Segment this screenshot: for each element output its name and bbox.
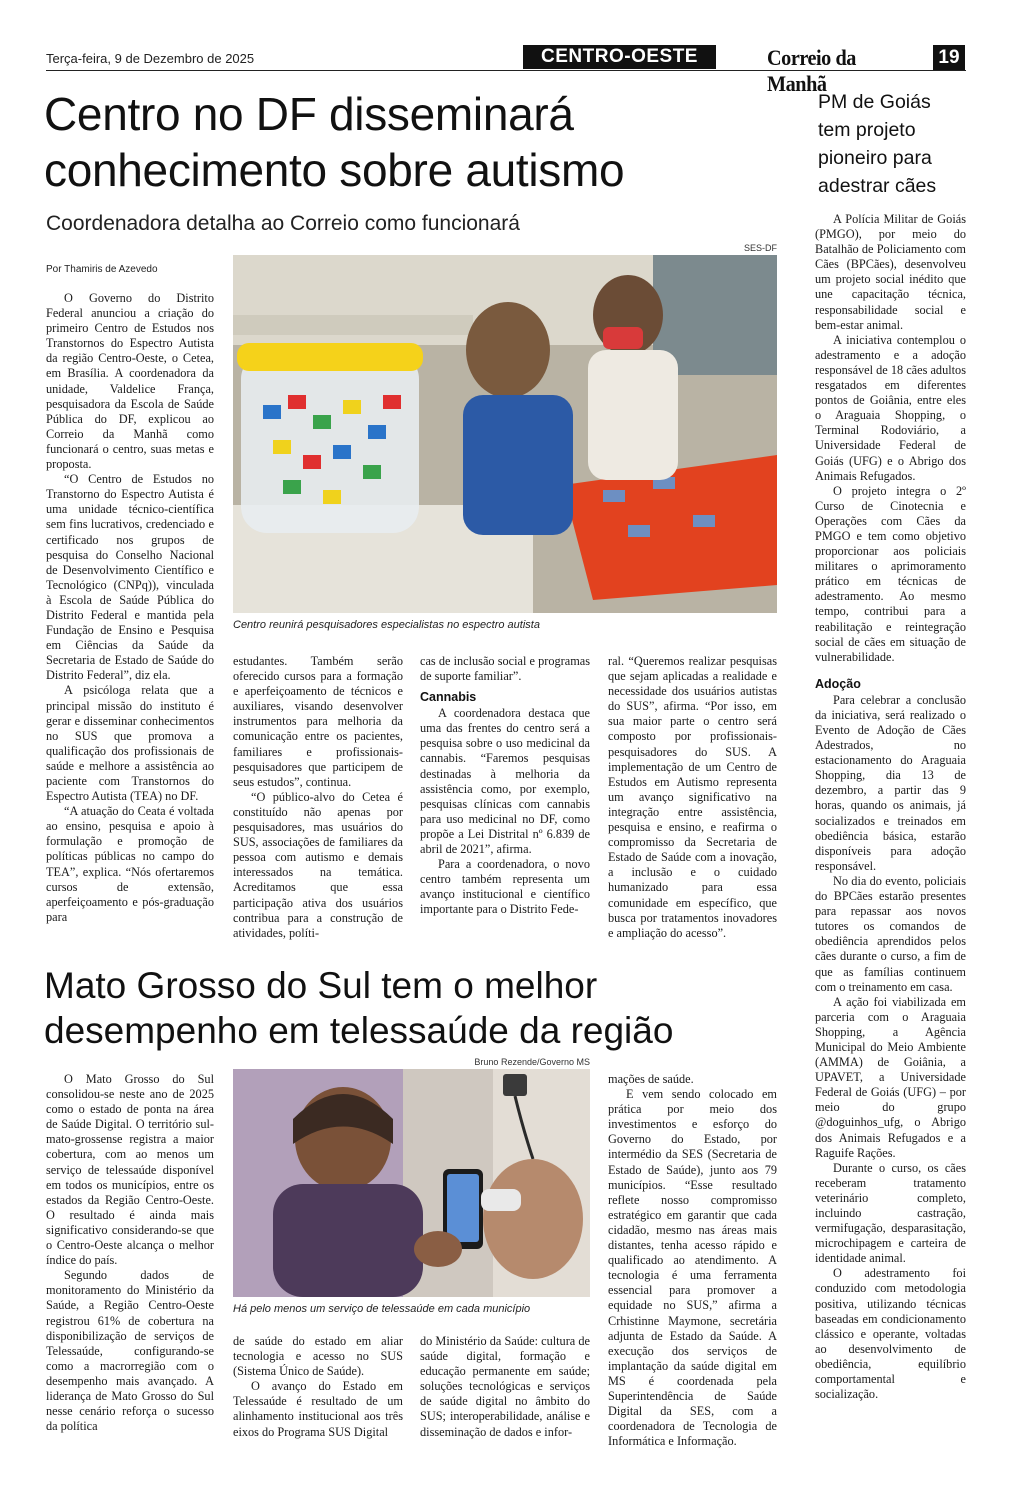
article1-paragraph: ral. “Queremos realizar pesquisas que sejam aplicadas a realidade e necessidade dos usuários autistas do SUS”, afirma. “Por isso, em sua maior parte o centro será composto por profissionais-pesquisadores do SUS. A implementação de um Centro de Estudos em Autismo representa um avanço significativo na integração entre assistência, pesquisa e ensino, e reafirma o compromisso da Secretaria de Estado de Saúde com a inovação, a inclusão e o cuidado humanizado para essa comunidade em específico, que busca por tratamentos inovadores e ampliação do acesso”. — [608, 654, 777, 940]
sidebar-paragraph: A iniciativa contemplou o adestramento e a adoção responsável de 18 cães adultos resgatados em diferentes pontos de Goiânia, entre eles o Araguaia Shopping, o Terminal Rodoviário, a Universidade Federal de Goiás (UFG) e o Abrigo dos Animais Refugados. — [815, 332, 966, 483]
article2-paragraph: de saúde do estado em aliar tecnologia e acesso no SUS (Sistema Único de Saúde). — [233, 1334, 403, 1379]
article1-paragraph: O Governo do Distrito Federal anunciou a criação do primeiro Centro de Estudos nos Transtornos do Espectro Autista da região Centro-Oeste, o Cetea, em Brasília. A coordenadora da unidade, Valdelice França, pesquisadora da Escola de Saúde Pública do DF, explicou ao Correio da Manhã como funcionará o centro, suas metas e proposta. — [46, 291, 214, 472]
article2-column-1 — [46, 1072, 214, 1434]
article1-headline-line1: Centro no DF disseminará — [44, 88, 574, 140]
sidebar-paragraph: Para celebrar a conclusão da iniciativa, será realizado o Evento de Adoção de Cães Adestrados, no estacionamento do Araguaia Shopping, dia 13 de dezembro, a partir das 9 horas, quando os animais, já socializados e treinados em obediência básica, estarão disponíveis para adoção responsável. — [815, 692, 966, 873]
sidebar-paragraph: Durante o curso, os cães receberam tratamento veterinário completo, incluindo castração, vermifugação, desparasitação, microchipagem e carteira de identidade animal. — [815, 1160, 966, 1266]
article2-paragraph: O Mato Grosso do Sul consolidou-se neste ano de 2025 como o estado de ponta na área de Saúde Digital. O território sul-mato-grossense registra a maior cobertura, com ao menos um serviço de telessaúde disponível em todos os municípios, entre os estados da Região Centro-Oeste. O resultado é ainda mais significativo considerando-se que o Centro-Oeste alcança o melhor índice do país. — [46, 1072, 214, 1268]
article1-column-4 — [608, 654, 777, 941]
cannabis-subheading: Cannabis — [420, 690, 477, 705]
page-number: 19 — [933, 45, 965, 71]
masthead: Correio da Manhã — [767, 45, 856, 96]
sidebar-paragraph: No dia do evento, policiais do BPCães estarão presentes para repassar aos novos tutores os comandos de obediência aprendidos pelos cães durante o curso, a fim de que as famílias continuem com o treinamento em casa. — [815, 873, 966, 994]
article1-headline — [44, 86, 804, 198]
edition-date: Terça-feira, 9 de Dezembro de 2025 — [46, 51, 255, 66]
header-rule — [46, 70, 966, 71]
article1-photo-credit: SES-DF — [743, 243, 777, 253]
article2-headline-line1: Mato Grosso do Sul tem o melhor — [44, 965, 598, 1006]
adocao-subheading: Adoção — [815, 676, 861, 691]
sidebar-paragraph: A Polícia Militar de Goiás (PMGO), por meio do Batalhão de Policiamento com Cães (BPCães), desenvolveu um projeto social inédito que une capacitação técnica, responsabilidade social e bem-estar animal. — [815, 212, 966, 332]
article2-column-3 — [420, 1334, 590, 1440]
article2-photo — [233, 1069, 590, 1297]
article2-paragraph: O avanço do Estado em Telessaúde é resultado de um alinhamento institucional aos três eixos do Programa SUS Digital — [233, 1379, 403, 1439]
sidebar-headline: PM de Goiás tem projeto pioneiro para adestrar cães — [818, 91, 937, 197]
article1-paragraph: A psicóloga relata que a principal missão do instituto é gerar e disseminar conhecimentos no SUS que promova a qualificação dos profissionais de saúde e melhore a assistência ao paciente com Transtornos do Espectro Autista (TEA) no DF. — [46, 683, 214, 804]
article2-paragraph: do Ministério da Saúde: cultura de saúde digital, formação e educação permanente em saúde; soluções tecnológicas e serviços de saúde digital no âmbito do SUS; interoperabilidade, análise e disseminação de dados e infor- — [420, 1334, 590, 1439]
article2-photo-credit: Bruno Rezende/Governo MS — [474, 1057, 590, 1067]
telehealth-exam-photo — [233, 1069, 590, 1297]
sidebar-paragraph: O adestramento foi conduzido com metodologia positiva, utilizando técnicas baseadas em condicionamento clássico e operante, voltadas ao desenvolvimento de obediência, equilíbrio comportamental e socialização. — [815, 1266, 966, 1402]
article2-photo-caption: Há pelo menos um serviço de telessaúde em cada município — [233, 1303, 531, 1315]
sidebar-column — [815, 212, 966, 1402]
sidebar-paragraph: O projeto integra o 2º Curso de Cinotecnia e Operações com Cães da PMGO e tem como objetivo proporcionar aos policiais militares o aprimoramento prático em técnicas de adestramento. Ao mesmo tempo, contribui para a reabilitação e reintegração social de cães em situação de vulnerabilidade. — [815, 483, 966, 664]
article1-subtitle: Coordenadora detalha ao Correio como funcionará — [46, 212, 520, 235]
children-playing-photo — [233, 255, 777, 613]
article2-column-4 — [608, 1072, 777, 1449]
article1-paragraph: “A atuação do Ceata é voltada ao ensino, pesquisa e apoio à formulação e promoção de políticas públicas no campo do TEA”, explica. “Nós ofertaremos cursos de extensão, aperfeiçoamento e pós-graduação para — [46, 804, 214, 924]
article2-column-2 — [233, 1334, 403, 1440]
article1-column-3 — [420, 654, 590, 918]
article2-paragraph: E vem sendo colocado em prática por meio dos investimentos e esforço do Governo do Estado, por intermédio da SES (Secretaria de Estado de Saúde), junto aos 79 municípios. “Esse resultado reflete nosso compromisso estratégico em garantir que cada cidadão, mesmo nas áreas mais distantes, tenha acesso rápido e qualificado ao atendimento. A tecnologia é uma ferramenta essencial para promover a equidade no SUS,” afirma a Crhistinne Maymone, secretária adjunta de Estado da Saúde. A execução dos serviços de implantação da saúde digital em MS é coordenada pela Superintendência de Saúde Digital da SES, com a coordenadora de Tecnologia de Informática e Informação. — [608, 1087, 777, 1449]
article2-headline-line2: desempenho em telessaúde da região — [44, 1010, 674, 1051]
article1-column-1 — [46, 291, 214, 925]
sidebar-paragraph: A ação foi viabilizada em parceria com o Araguaia Shopping, a Agência Municipal do Meio Ambiente (AMMA) de Goiânia, a UPAVET, a Universidade Federal de Goiás (UFG) – por meio do grupo @doguinhos_ufg, o Abrigo dos Animais Refugados e a Raguife Rações. — [815, 994, 966, 1160]
article2-paragraph: mações de saúde. — [608, 1072, 694, 1086]
article1-headline-line2: conhecimento sobre autismo — [44, 144, 625, 196]
article1-column-2 — [233, 654, 403, 941]
article1-paragraph: “O público-alvo do Cetea é constituído não apenas por pesquisadores, mas usuários do SUS, associações de familiares da pessoa com autismo e demais interessados na temática. Acreditamos que essa participação ativa dos usuários contribua para a construção de atividades, políti- — [233, 789, 403, 940]
article2-headline — [44, 963, 804, 1053]
article1-paragraph: estudantes. Também serão oferecido cursos para a formação e aperfeiçoamento de técnicos e auxiliares, visando desenvolver instrumentos para melhoria da comunicação entre os pacientes, familiares e profissionais-pesquisadores que participem de seus estudos”, continua. — [233, 654, 403, 789]
article2-paragraph: Segundo dados de monitoramento do Ministério da Saúde, a Região Centro-Oeste registrou 61% de cobertura na disponibilização de serviços de Telessaúde, configurando-se como a macrorregião com o desempenho mais avançado. A liderança de Mato Grosso do Sul nesse cenário reforça o sucesso da política — [46, 1268, 214, 1434]
article1-photo — [233, 255, 777, 613]
article1-paragraph: cas de inclusão social e programas de suporte familiar”. — [420, 654, 590, 684]
section-label: CENTRO-OESTE — [523, 45, 716, 69]
article1-paragraph: Para a coordenadora, o novo centro também representa um avanço institucional e científico importante para o Distrito Fede- — [420, 857, 590, 917]
article1-photo-caption: Centro reunirá pesquisadores especialistas no espectro autista — [233, 619, 540, 631]
article1-paragraph: A coordenadora destaca que uma das frentes do centro será a pesquisa sobre o uso medicinal da cannabis. “Faremos pesquisas destinadas à melhoria da assistência como, por exemplo, pesquisas clínicas com cannabis para uso medicinal no DF, como propõe a Lei Distrital nº 6.839 de abril de 2021”, afirma. — [420, 706, 590, 857]
article1-paragraph: “O Centro de Estudos no Transtorno do Espectro Autista é uma unidade técnico-científica sem fins lucrativos, credenciado e certificado nos grupos de pesquisa do Conselho Nacional de Desenvolvimento Científico e Tecnológico (CNPq)), vinculada à Escola de Saúde Pública do Distrito Federal e mantida pela Fundação de Ensino e Pesquisa em Ciências da Saúde da Secretaria de Estado de Saúde do Distrito Federal”, diz ela. — [46, 472, 214, 683]
article1-byline: Por Thamiris de Azevedo — [46, 264, 158, 275]
